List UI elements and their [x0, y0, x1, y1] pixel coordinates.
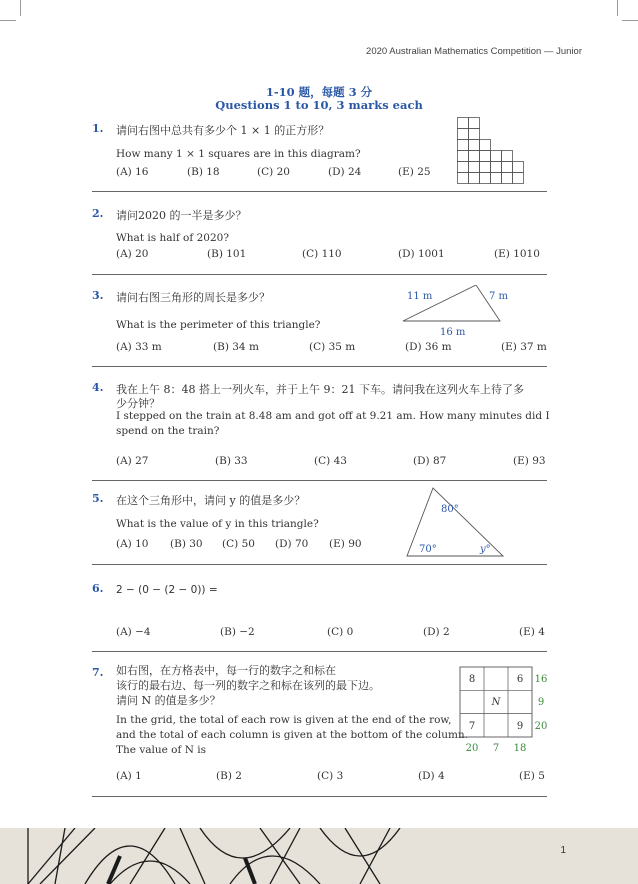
question-number: 3.	[92, 289, 104, 302]
col-total-3: 18	[513, 743, 527, 754]
option-d[interactable]: (D) 87	[413, 455, 447, 467]
question-text-zh-line2: 该行的最右边、每一列的数字之和标在该列的最下边。	[116, 679, 380, 692]
math-expression: 2 − (0 − (2 − 0)) =	[116, 584, 218, 596]
question-text-en-line2: spend on the train?	[116, 425, 220, 437]
divider	[92, 564, 547, 565]
question-text-en-line1: In the grid, the total of each row is given at the end of the row,	[116, 714, 452, 726]
option-e[interactable]: (E) 93	[513, 455, 546, 467]
header-title: 2020 Australian Mathematics Competition — Junior	[366, 46, 582, 57]
option-d[interactable]: (D) 1001	[398, 248, 445, 260]
option-d[interactable]: (D) 36 m	[405, 341, 452, 353]
option-d[interactable]: (D) 24	[328, 166, 362, 178]
geometric-pattern	[0, 828, 638, 884]
option-a[interactable]: (A) 27	[116, 455, 149, 467]
grid-cell-r1c3: 6	[516, 674, 524, 685]
divider	[92, 274, 547, 275]
question-number: 1.	[92, 122, 104, 135]
question-text-zh: 请问2020 的一半是多少？	[116, 209, 247, 222]
option-b[interactable]: (B) 30	[170, 538, 203, 550]
question-text-en: What is half of 2020?	[116, 232, 229, 244]
question-text-en-line3: The value of N is	[116, 744, 206, 756]
question-text-en-line1: I stepped on the train at 8.48 am and got off at 9.21 am. How many minutes did I	[116, 410, 550, 422]
option-d[interactable]: (D) 4	[418, 770, 445, 782]
squares-diagram	[457, 117, 527, 185]
option-b[interactable]: (B) 34 m	[213, 341, 259, 353]
option-b[interactable]: (B) 101	[207, 248, 247, 260]
side-label-left: 11 m	[407, 291, 433, 302]
col-total-2: 7	[492, 743, 500, 754]
angle-label-left: 70°	[419, 544, 437, 555]
option-c[interactable]: (C) 110	[302, 248, 342, 260]
grid-cell-r3c3: 9	[516, 721, 524, 732]
divider	[92, 796, 547, 797]
option-a[interactable]: (A) 10	[116, 538, 149, 550]
question-text-en-line2: and the total of each column is given at the bottom of the column.	[116, 729, 469, 741]
question-text-zh-line1: 我在上午 8：48 搭上一列火车，并于上午 9：21 下车。请问我在这列火车上待了多	[116, 383, 524, 396]
question-text-zh: 请问右图中总共有多少个 1 × 1 的正方形？	[116, 124, 330, 137]
divider	[92, 651, 547, 652]
grid-cell-r2c2: N	[491, 697, 501, 708]
page-number: 1	[560, 845, 566, 856]
option-c[interactable]: (C) 20	[257, 166, 290, 178]
option-c[interactable]: (C) 43	[314, 455, 347, 467]
question-number: 2.	[92, 207, 104, 220]
question-text-en: What is the value of y in this triangle?	[116, 518, 319, 530]
crop-mark	[617, 0, 618, 16]
grid-cell-r3c1: 7	[468, 721, 476, 732]
section-title-zh: 1-10 题，每题 3 分	[265, 85, 373, 99]
row-total-1: 16	[534, 674, 548, 685]
question-number: 4.	[92, 381, 104, 394]
option-e[interactable]: (E) 5	[519, 770, 545, 782]
option-c[interactable]: (C) 50	[222, 538, 255, 550]
angle-label-top: 80°	[441, 504, 459, 515]
triangle-perimeter-diagram	[400, 285, 515, 340]
option-b[interactable]: (B) 33	[215, 455, 248, 467]
question-text-zh-line1: 如右图，在方格表中，每一行的数字之和标在	[116, 664, 336, 677]
option-e[interactable]: (E) 90	[329, 538, 362, 550]
divider	[92, 191, 547, 192]
question-text-zh-line2: 少分钟？	[116, 397, 160, 410]
row-total-3: 20	[534, 721, 548, 732]
question-text-zh: 请问右图三角形的周长是多少？	[116, 291, 270, 304]
angle-label-right: y°	[480, 544, 491, 555]
col-total-1: 20	[465, 743, 479, 754]
crop-mark	[20, 0, 21, 16]
question-number: 5.	[92, 492, 104, 505]
section-title-en: Questions 1 to 10, 3 marks each	[215, 98, 423, 112]
option-e[interactable]: (E) 1010	[494, 248, 540, 260]
question-6	[92, 582, 547, 602]
option-a[interactable]: (A) −4	[116, 626, 151, 638]
option-a[interactable]: (A) 20	[116, 248, 149, 260]
option-a[interactable]: (A) 1	[116, 770, 142, 782]
side-label-base: 16 m	[440, 327, 466, 338]
option-b[interactable]: (B) 18	[187, 166, 220, 178]
row-total-2: 9	[537, 697, 545, 708]
divider	[92, 480, 547, 481]
question-text-en: How many 1 × 1 squares are in this diagram?	[116, 148, 361, 160]
question-text-zh-line3: 请问 N 的值是多少？	[116, 694, 221, 707]
option-d[interactable]: (D) 70	[275, 538, 309, 550]
option-a[interactable]: (A) 33 m	[116, 341, 162, 353]
question-number: 6.	[92, 582, 104, 595]
option-b[interactable]: (B) −2	[220, 626, 255, 638]
grid-cell-r1c1: 8	[468, 674, 476, 685]
question-number: 7.	[92, 666, 104, 679]
option-d[interactable]: (D) 2	[423, 626, 450, 638]
number-grid	[458, 665, 550, 757]
option-a[interactable]: (A) 16	[116, 166, 149, 178]
option-c[interactable]: (C) 3	[317, 770, 344, 782]
question-text-zh: 在这个三角形中，请问 y 的值是多少？	[116, 494, 306, 507]
side-label-right: 7 m	[489, 291, 509, 302]
option-e[interactable]: (E) 4	[519, 626, 545, 638]
divider	[92, 366, 547, 367]
option-c[interactable]: (C) 35 m	[309, 341, 356, 353]
option-e[interactable]: (E) 25	[398, 166, 431, 178]
triangle-angles-diagram	[405, 486, 505, 558]
footer-decoration	[0, 828, 638, 884]
question-text-en: What is the perimeter of this triangle?	[116, 319, 321, 331]
option-c[interactable]: (C) 0	[327, 626, 354, 638]
crop-mark	[622, 20, 638, 21]
crop-mark	[0, 20, 16, 21]
option-b[interactable]: (B) 2	[216, 770, 242, 782]
option-e[interactable]: (E) 37 m	[501, 341, 547, 353]
